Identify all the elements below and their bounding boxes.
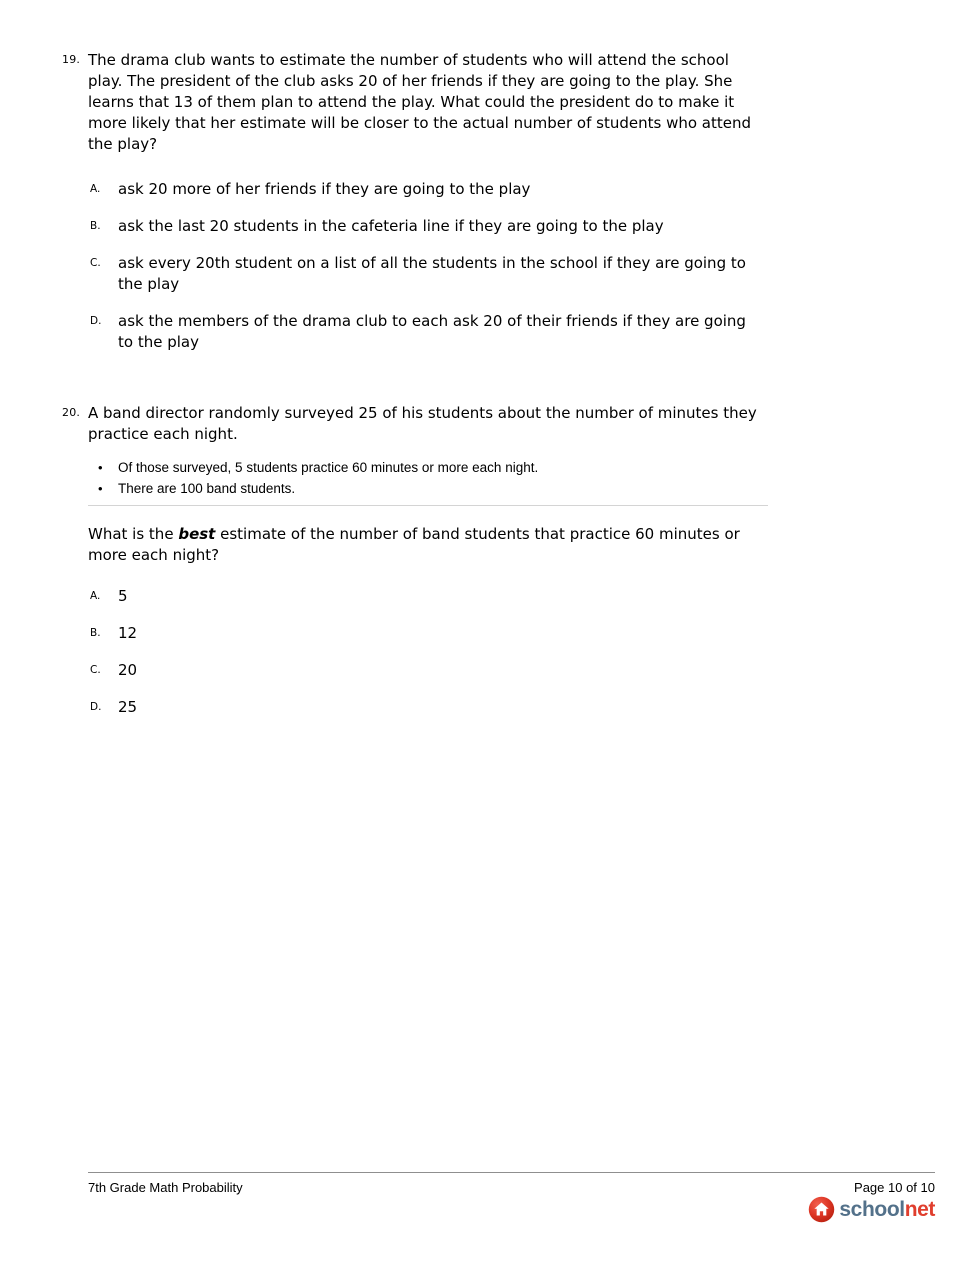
followup-suffix: estimate of the number of band students that practice 60 minutes or more each night? — [88, 525, 740, 564]
option-19-b-text: ask the last 20 students in the cafeteria line if they are going to the play — [118, 217, 664, 235]
followup-prefix: What is the — [88, 525, 179, 543]
option-19-c-letter: C. — [90, 257, 101, 269]
list-item — [98, 457, 979, 478]
option-19-a-text: ask 20 more of her friends if they are going to the play — [118, 180, 531, 198]
option-20-a — [90, 586, 979, 607]
schoolnet-wordmark — [839, 1198, 935, 1222]
question-20-stem — [62, 403, 979, 445]
question-20-followup — [88, 524, 763, 566]
page-footer — [88, 1172, 935, 1223]
question-19-text: The drama club wants to estimate the number of students who will attend the school play. The president of the club asks 20 of her friends if they are going to the play. She learns that 13 of them plan to attend the play. What could the president do to make it more likely that her estimate will be closer to the actual number of students who attend the play? — [88, 51, 752, 153]
bullet-icon: • — [98, 460, 103, 475]
question-19-number: 19. — [62, 53, 81, 66]
question-20-bullet-list — [98, 457, 979, 499]
option-20-d-letter: D. — [90, 701, 102, 713]
option-19-a-letter: A. — [90, 183, 101, 195]
question-20-number: 20. — [62, 406, 81, 419]
question-20 — [0, 403, 979, 718]
option-19-b-letter: B. — [90, 220, 101, 232]
footer-text-row — [88, 1173, 935, 1195]
option-19-d-text: ask the members of the drama club to each ask 20 of their friends if they are going to the play — [118, 312, 746, 351]
option-19-d-letter: D. — [90, 315, 102, 327]
question-19 — [0, 50, 979, 353]
option-19-c — [90, 253, 979, 295]
option-20-a-letter: A. — [90, 590, 101, 602]
stimulus-divider — [88, 505, 768, 506]
bullet-icon: • — [98, 481, 103, 496]
question-20-text: A band director randomly surveyed 25 of his students about the number of minutes they practice each night. — [88, 404, 757, 443]
option-19-c-text: ask every 20th student on a list of all the students in the school if they are going to the play — [118, 254, 746, 293]
option-20-c-letter: C. — [90, 664, 101, 676]
option-20-b-text: 12 — [118, 624, 138, 642]
followup-emphasis: best — [178, 525, 216, 543]
option-20-d — [90, 697, 979, 718]
bullet-text: Of those surveyed, 5 students practice 60 minutes or more each night. — [118, 460, 539, 475]
question-19-stem — [62, 50, 979, 155]
home-icon — [808, 1196, 835, 1223]
option-20-b-letter: B. — [90, 627, 101, 639]
option-20-d-text: 25 — [118, 698, 138, 716]
question-20-options — [90, 586, 979, 718]
option-20-c-text: 20 — [118, 661, 138, 679]
footer-page-number: Page 10 of 10 — [854, 1180, 935, 1195]
wordmark-net: net — [904, 1197, 935, 1221]
question-19-options — [90, 179, 979, 353]
list-item — [98, 478, 979, 499]
option-20-a-text: 5 — [118, 587, 128, 605]
option-19-b — [90, 216, 979, 237]
option-20-b — [90, 623, 979, 644]
footer-test-title: 7th Grade Math Probability — [88, 1180, 243, 1195]
option-19-a — [90, 179, 979, 200]
schoolnet-logo — [88, 1196, 935, 1223]
bullet-text: There are 100 band students. — [118, 481, 296, 496]
wordmark-school: school — [839, 1197, 905, 1221]
option-19-d — [90, 311, 979, 353]
option-20-c — [90, 660, 979, 681]
